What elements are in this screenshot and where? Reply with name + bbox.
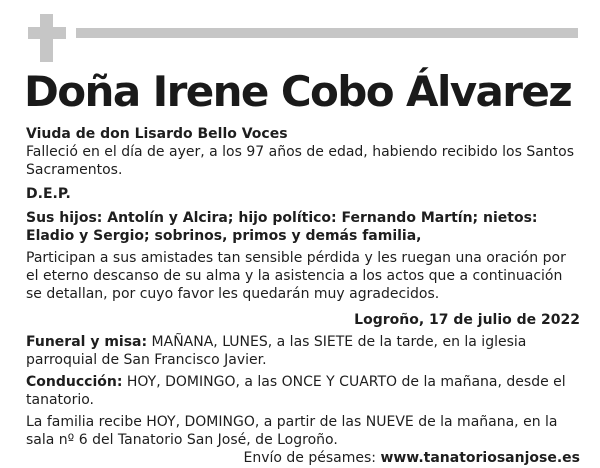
widow-of-line: Viuda de don Lisardo Bello Voces: [26, 126, 288, 142]
header-ornament: [28, 14, 578, 62]
condolences-line: [26, 449, 582, 467]
conduction-paragraph: [26, 373, 582, 409]
request-paragraph: Participan a sus amistades tan sensible pérdida y les ruegan una oración por el eterno descanso de su alma y la asistencia a los actos que a continuación se detallan, por cuyo favor les quedarán muy agradecidos.: [26, 250, 566, 302]
reception-paragraph: La familia recibe HOY, DOMINGO, a partir de las NUEVE de la mañana, en la sala nº 6 del Tanatorio San José, de Logroño.: [26, 414, 558, 448]
family-list: Sus hijos: Antolín y Alcira; hijo político: Fernando Martín; nietos: Eladio y Sergio; sobrinos, primos y demás familia,: [26, 210, 538, 244]
deceased-name: Doña Irene Cobo Álvarez: [24, 67, 572, 116]
obituary-body: [26, 125, 582, 467]
conduction-text: HOY, DOMINGO, a las ONCE Y CUARTO de la mañana, desde el tanatorio.: [26, 374, 566, 408]
funeral-text: MAÑANA, LUNES, a las SIETE de la tarde, en la iglesia parroquial de San Francisco Javier.: [26, 334, 527, 368]
conduction-label: Conducción:: [26, 374, 123, 390]
condolences-url[interactable]: www.tanatoriosanjose.es: [380, 450, 580, 466]
condolences-label: Envío de pésames:: [243, 450, 381, 466]
rip-label: D.E.P.: [26, 186, 71, 202]
cross-icon: [28, 14, 66, 62]
funeral-paragraph: [26, 333, 582, 369]
header-divider: [76, 28, 578, 38]
place-date: Logroño, 17 de julio de 2022: [354, 312, 580, 328]
death-notice: Falleció en el día de ayer, a los 97 años de edad, habiendo recibido los Santos Sacramentos.: [26, 144, 575, 178]
funeral-label: Funeral y misa:: [26, 334, 148, 350]
